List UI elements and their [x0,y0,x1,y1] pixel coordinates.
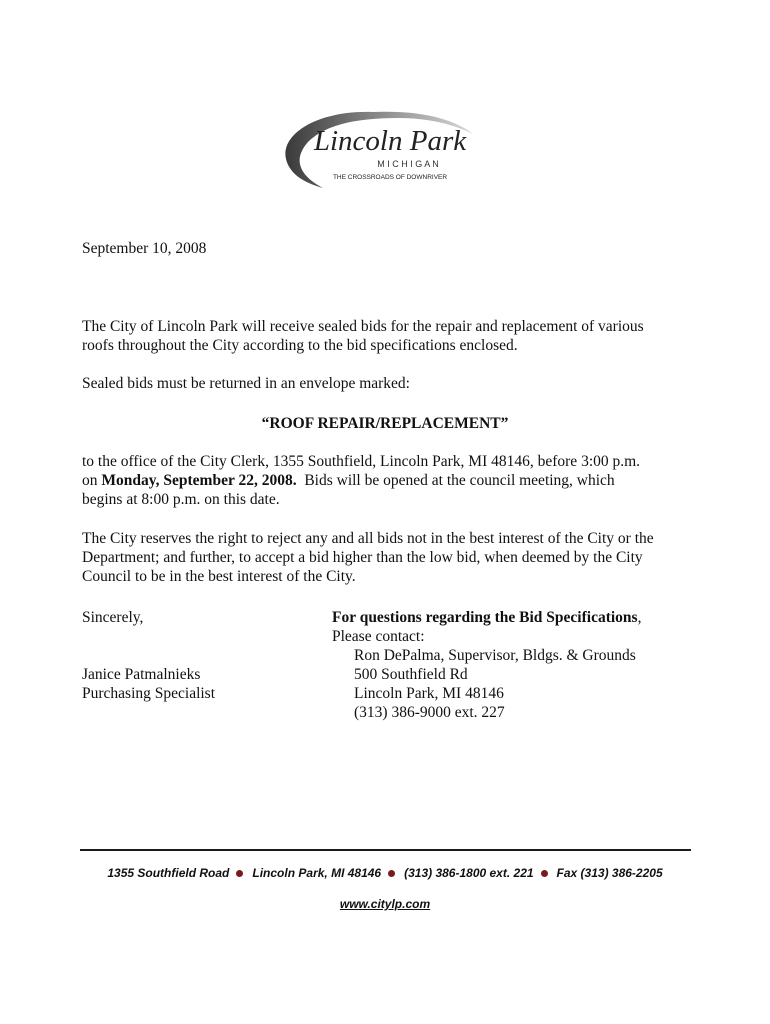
footer-divider [80,849,691,851]
contact-phone: (313) 386-9000 ext. 227 [354,704,505,721]
logo-state: M I C H I G A N [377,159,439,169]
contact-address: 500 Southfield Rd [354,666,468,683]
signature-block [82,665,215,703]
paragraph-line: begins at 8:00 p.m. on this date. [82,491,280,508]
signer-title: Purchasing Specialist [82,685,216,702]
bid-deadline-date: Monday, September 22, 2008. [101,472,297,489]
bullet-icon [541,870,548,877]
footer-city: Lincoln Park, MI 48146 [252,866,382,880]
letter-date: September 10, 2008 [82,240,207,257]
footer-phone: (313) 386-1800 ext. 221 [404,866,534,880]
lincoln-park-logo [278,104,488,194]
contact-heading-comma: , [637,609,642,626]
closing: Sincerely, [82,609,144,626]
logo-tagline: THE CROSSROADS OF DOWNRIVER [332,174,448,181]
signer-name: Janice Patmalnieks [82,666,201,683]
contact-please: Please contact: [332,628,425,645]
footer-contact-line [0,866,770,880]
paragraph-text: Bids will be opened at the council meeting, which [296,472,615,489]
contact-heading [332,608,641,627]
bullet-icon [236,870,243,877]
contact-block [332,608,641,722]
paragraph-envelope: Sealed bids must be returned in an envelope marked: [82,375,410,392]
paragraph-line: roofs throughout the City according to the bid specifications enclosed. [82,337,518,354]
footer-website-link[interactable]: www.citylp.com [339,897,431,911]
paragraph-line: to the office of the City Clerk, 1355 Southfield, Lincoln Park, MI 48146, before 3:00 p.m. [82,453,641,470]
contact-heading-text: For questions regarding the Bid Specifications [332,609,638,626]
footer-fax: Fax (313) 386-2205 [556,866,663,880]
paragraph-line: The City of Lincoln Park will receive sealed bids for the repair and replacement of various [82,318,644,335]
contact-person: Ron DePalma, Supervisor, Bldgs. & Grounds [354,647,636,664]
paragraph-reservation [82,529,654,586]
contact-city: Lincoln Park, MI 48146 [354,685,504,702]
footer-address: 1355 Southfield Road [107,866,230,880]
bullet-icon [388,870,395,877]
paragraph-line: Council to be in the best interest of the City. [82,568,356,585]
paragraph-line: Department; and further, to accept a bid higher than the low bid, when deemed by the City [82,549,643,566]
paragraph-text: on [82,472,102,489]
paragraph-delivery [82,452,640,509]
paragraph-line [82,471,640,490]
paragraph-line: The City reserves the right to reject any and all bids not in the best interest of the City or the [82,530,654,547]
logo-name: Lincoln Park [313,125,467,157]
paragraph-intro [82,317,644,355]
envelope-marking: “ROOF REPAIR/REPLACEMENT” [261,415,509,432]
